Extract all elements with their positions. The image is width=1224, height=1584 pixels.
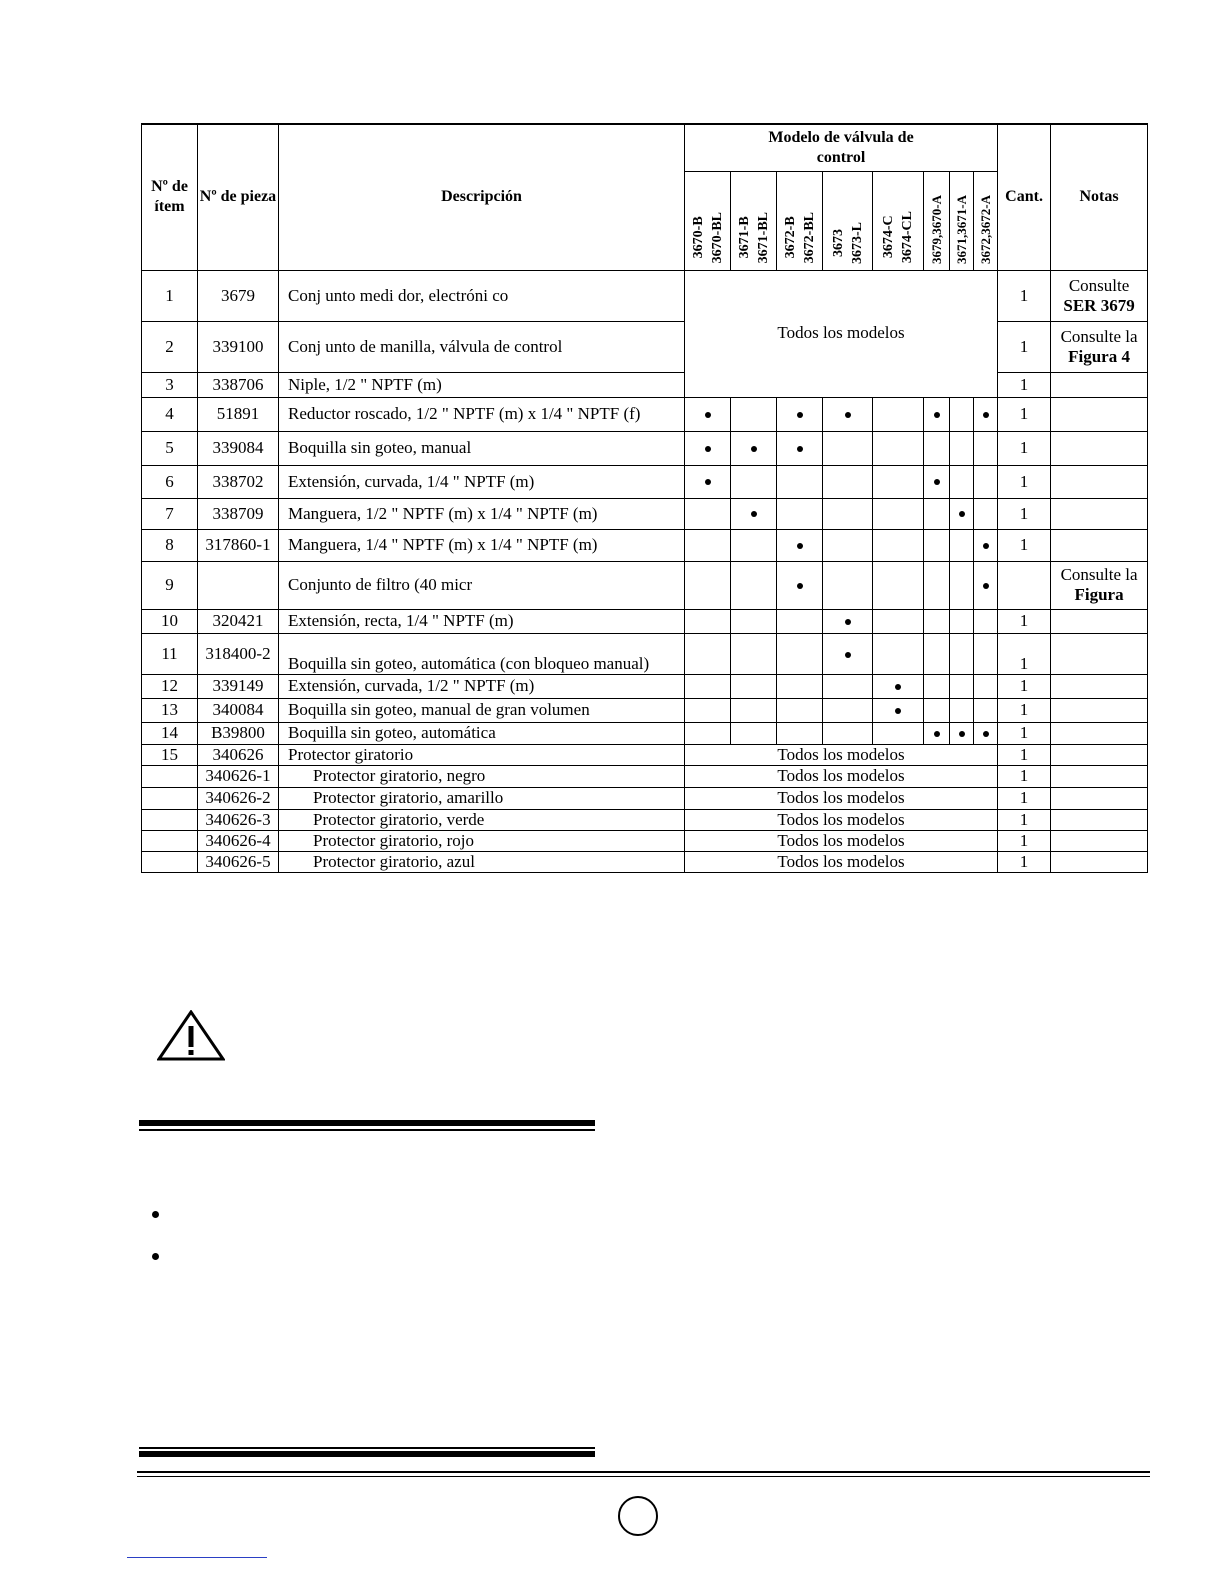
table-row	[142, 372, 1148, 397]
quantity	[998, 561, 1051, 609]
applies-dot-icon	[797, 412, 803, 418]
table-row	[142, 851, 1148, 872]
model-mark-cell	[731, 397, 777, 431]
part-number: 51891	[198, 397, 279, 431]
model-mark-cell	[873, 561, 924, 609]
part-number: B39800	[198, 722, 279, 744]
notes	[1051, 744, 1148, 765]
applies-dot-icon	[959, 731, 965, 737]
model-mark-cell	[685, 722, 731, 744]
model-mark-cell	[731, 609, 777, 633]
model-mark-cell	[685, 397, 731, 431]
part-number: 339149	[198, 674, 279, 698]
applies-dot-icon	[705, 412, 711, 418]
model-mark-cell	[950, 529, 974, 561]
model-mark-cell	[777, 561, 823, 609]
quantity: 1	[998, 809, 1051, 830]
model-mark-cell	[974, 609, 998, 633]
table-row	[142, 809, 1148, 830]
model-mark-cell	[685, 431, 731, 465]
footer-rule	[137, 1471, 1150, 1477]
section-rule-top	[139, 1120, 595, 1131]
description: Boquilla sin goteo, manual	[279, 431, 685, 465]
notes	[1051, 270, 1148, 321]
model-mark-cell	[731, 498, 777, 529]
part-number: 338709	[198, 498, 279, 529]
quantity: 1	[998, 498, 1051, 529]
header-item: Nº de ítem	[142, 124, 198, 270]
item-number	[142, 765, 198, 787]
table-row	[142, 609, 1148, 633]
model-mark-cell	[873, 397, 924, 431]
description: Boquilla sin goteo, automática	[279, 722, 685, 744]
model-mark-cell	[950, 722, 974, 744]
model-mark-cell	[823, 529, 873, 561]
part-number: 340626	[198, 744, 279, 765]
description: Extensión, recta, 1/4 " NPTF (m)	[279, 609, 685, 633]
model-mark-cell	[974, 674, 998, 698]
model-mark-cell	[777, 698, 823, 722]
part-number: 338706	[198, 372, 279, 397]
notes-line: Consulte la	[1060, 565, 1138, 584]
item-number	[142, 830, 198, 851]
notes	[1051, 674, 1148, 698]
model-mark-cell	[924, 674, 950, 698]
model-mark-cell	[873, 674, 924, 698]
part-number: 338702	[198, 465, 279, 498]
quantity: 1	[998, 674, 1051, 698]
table-row	[142, 744, 1148, 765]
notes	[1051, 609, 1148, 633]
model-mark-cell	[685, 498, 731, 529]
model-mark-cell	[731, 561, 777, 609]
model-mark-cell	[873, 498, 924, 529]
model-mark-cell	[823, 674, 873, 698]
parts-table	[141, 123, 1148, 873]
applies-dot-icon	[983, 583, 989, 589]
model-mark-cell	[777, 498, 823, 529]
table-row	[142, 529, 1148, 561]
header-part: Nº de pieza	[198, 124, 279, 270]
model-mark-cell	[731, 529, 777, 561]
notes	[1051, 787, 1148, 809]
model-mark-cell	[873, 698, 924, 722]
quantity: 1	[998, 529, 1051, 561]
model-mark-cell	[777, 431, 823, 465]
part-number: 320421	[198, 609, 279, 633]
quantity: 1	[998, 787, 1051, 809]
item-number: 3	[142, 372, 198, 397]
notes	[1051, 431, 1148, 465]
model-mark-cell	[823, 498, 873, 529]
part-number: 340626-5	[198, 851, 279, 872]
notes-reference: Figura 4	[1068, 346, 1130, 366]
all-models-cell: Todos los modelos	[685, 809, 998, 830]
description: Manguera, 1/4 " NPTF (m) x 1/4 " NPTF (m)	[279, 529, 685, 561]
description: Reductor roscado, 1/2 " NPTF (m) x 1/4 " NPTF (f)	[279, 397, 685, 431]
model-mark-cell	[731, 465, 777, 498]
item-number	[142, 787, 198, 809]
model-mark-cell	[950, 431, 974, 465]
item-number: 14	[142, 722, 198, 744]
description: Conjunto de filtro (40 micr	[279, 561, 685, 609]
model-mark-cell	[731, 698, 777, 722]
part-number: 340084	[198, 698, 279, 722]
model-mark-cell	[777, 609, 823, 633]
table-row	[142, 698, 1148, 722]
model-mark-cell	[974, 397, 998, 431]
applies-dot-icon	[934, 479, 940, 485]
notes	[1051, 321, 1148, 372]
model-label: 3672,3672-A	[978, 194, 994, 264]
quantity: 1	[998, 722, 1051, 744]
model-label: 3674-C 3674-CL	[881, 211, 915, 264]
table-row	[142, 633, 1148, 674]
description: Boquilla sin goteo, automática (con bloqueo manual)	[279, 633, 685, 674]
applies-dot-icon	[705, 479, 711, 485]
table-row	[142, 498, 1148, 529]
model-mark-cell	[924, 498, 950, 529]
model-mark-cell	[777, 633, 823, 674]
table-row	[142, 431, 1148, 465]
applies-dot-icon	[797, 446, 803, 452]
model-mark-cell	[924, 561, 950, 609]
model-mark-cell	[950, 633, 974, 674]
applies-dot-icon	[983, 543, 989, 549]
table-row	[142, 765, 1148, 787]
applies-dot-icon	[959, 511, 965, 517]
model-mark-cell	[823, 698, 873, 722]
part-number: 3679	[198, 270, 279, 321]
description: Boquilla sin goteo, manual de gran volumen	[279, 698, 685, 722]
model-mark-cell	[823, 609, 873, 633]
applies-dot-icon	[983, 731, 989, 737]
description: Extensión, curvada, 1/4 " NPTF (m)	[279, 465, 685, 498]
header-description: Descripción	[279, 124, 685, 270]
description: Protector giratorio	[279, 744, 685, 765]
header-model-7	[950, 171, 974, 270]
item-number: 9	[142, 561, 198, 609]
part-number: 339100	[198, 321, 279, 372]
model-mark-cell	[731, 674, 777, 698]
model-mark-cell	[873, 465, 924, 498]
model-mark-cell	[924, 431, 950, 465]
model-mark-cell	[685, 609, 731, 633]
item-number: 12	[142, 674, 198, 698]
model-mark-cell	[873, 529, 924, 561]
model-mark-cell	[873, 722, 924, 744]
all-models-cell: Todos los modelos	[685, 851, 998, 872]
model-mark-cell	[974, 561, 998, 609]
model-mark-cell	[685, 698, 731, 722]
model-mark-cell	[974, 431, 998, 465]
all-models-cell: Todos los modelos	[685, 270, 998, 397]
description: Protector giratorio, verde	[279, 809, 685, 830]
header-model-2	[731, 171, 777, 270]
model-mark-cell	[777, 674, 823, 698]
table-row	[142, 722, 1148, 744]
model-mark-cell	[950, 698, 974, 722]
quantity: 1	[998, 321, 1051, 372]
description: Conj unto de manilla, válvula de control	[279, 321, 685, 372]
notes	[1051, 498, 1148, 529]
model-mark-cell	[777, 722, 823, 744]
part-number: 339084	[198, 431, 279, 465]
warning-triangle-icon	[157, 1010, 225, 1062]
model-mark-cell	[974, 722, 998, 744]
notes	[1051, 830, 1148, 851]
model-mark-cell	[823, 633, 873, 674]
item-number: 15	[142, 744, 198, 765]
header-model-8	[974, 171, 998, 270]
header-model-5	[873, 171, 924, 270]
table-row	[142, 830, 1148, 851]
notes	[1051, 851, 1148, 872]
table-row	[142, 465, 1148, 498]
notes	[1051, 722, 1148, 744]
section-rule-bottom	[139, 1447, 595, 1457]
item-number: 13	[142, 698, 198, 722]
model-mark-cell	[924, 609, 950, 633]
applies-dot-icon	[845, 619, 851, 625]
notes	[1051, 809, 1148, 830]
table-row	[142, 270, 1148, 321]
header-model-3	[777, 171, 823, 270]
item-number: 2	[142, 321, 198, 372]
all-models-cell: Todos los modelos	[685, 787, 998, 809]
notes	[1051, 633, 1148, 674]
quantity: 1	[998, 270, 1051, 321]
notes	[1051, 765, 1148, 787]
model-mark-cell	[777, 397, 823, 431]
model-mark-cell	[924, 698, 950, 722]
model-mark-cell	[924, 397, 950, 431]
quantity: 1	[998, 372, 1051, 397]
applies-dot-icon	[797, 583, 803, 589]
model-mark-cell	[974, 633, 998, 674]
notes-reference: SER 3679	[1063, 295, 1135, 315]
model-mark-cell	[823, 561, 873, 609]
item-number	[142, 851, 198, 872]
model-mark-cell	[950, 561, 974, 609]
model-mark-cell	[873, 431, 924, 465]
description: Protector giratorio, azul	[279, 851, 685, 872]
table-row	[142, 321, 1148, 372]
header-model-4	[823, 171, 873, 270]
quantity: 1	[998, 851, 1051, 872]
applies-dot-icon	[845, 412, 851, 418]
model-mark-cell	[974, 465, 998, 498]
notes	[1051, 372, 1148, 397]
model-mark-cell	[731, 431, 777, 465]
model-mark-cell	[731, 722, 777, 744]
description: Protector giratorio, negro	[279, 765, 685, 787]
bullet-icon	[152, 1211, 159, 1218]
notes-line: Consulte la	[1060, 326, 1138, 346]
quantity: 1	[998, 830, 1051, 851]
model-mark-cell	[950, 609, 974, 633]
model-label: 3670-B 3670-BL	[690, 212, 725, 264]
quantity: 1	[998, 633, 1051, 674]
model-label: 3672-B 3672-BL	[782, 212, 817, 264]
item-number: 5	[142, 431, 198, 465]
quantity: 1	[998, 698, 1051, 722]
item-number: 11	[142, 633, 198, 674]
quantity: 1	[998, 765, 1051, 787]
page-number-circle-icon	[618, 1496, 658, 1536]
quantity: 1	[998, 397, 1051, 431]
model-mark-cell	[974, 498, 998, 529]
table-row	[142, 397, 1148, 431]
notes	[1051, 529, 1148, 561]
model-mark-cell	[823, 397, 873, 431]
description: Protector giratorio, amarillo	[279, 787, 685, 809]
model-mark-cell	[777, 465, 823, 498]
model-mark-cell	[950, 465, 974, 498]
applies-dot-icon	[895, 684, 901, 690]
item-number: 1	[142, 270, 198, 321]
applies-dot-icon	[797, 543, 803, 549]
item-number: 4	[142, 397, 198, 431]
applies-dot-icon	[751, 511, 757, 517]
model-mark-cell	[823, 431, 873, 465]
model-mark-cell	[924, 529, 950, 561]
header-notes: Notas	[1051, 124, 1148, 270]
header-qty: Cant.	[998, 124, 1051, 270]
model-mark-cell	[950, 397, 974, 431]
bullet-icon	[152, 1253, 159, 1260]
quantity: 1	[998, 609, 1051, 633]
all-models-cell: Todos los modelos	[685, 830, 998, 851]
model-label: 3671,3671-A	[954, 194, 969, 264]
part-number: 340626-4	[198, 830, 279, 851]
quantity: 1	[998, 744, 1051, 765]
notes	[1051, 698, 1148, 722]
model-mark-cell	[685, 561, 731, 609]
part-number	[198, 561, 279, 609]
model-mark-cell	[950, 498, 974, 529]
model-mark-cell	[924, 722, 950, 744]
part-number: 318400-2	[198, 633, 279, 674]
item-number: 6	[142, 465, 198, 498]
header-model-6	[924, 171, 950, 270]
model-mark-cell	[873, 633, 924, 674]
description: Extensión, curvada, 1/2 " NPTF (m)	[279, 674, 685, 698]
notes	[1051, 397, 1148, 431]
all-models-cell: Todos los modelos	[685, 744, 998, 765]
description: Niple, 1/2 " NPTF (m)	[279, 372, 685, 397]
item-number	[142, 809, 198, 830]
notes-reference: Figura	[1074, 585, 1124, 604]
model-mark-cell	[924, 633, 950, 674]
model-mark-cell	[974, 698, 998, 722]
part-number: 340626-2	[198, 787, 279, 809]
model-mark-cell	[823, 465, 873, 498]
model-mark-cell	[731, 633, 777, 674]
applies-dot-icon	[934, 412, 940, 418]
model-mark-cell	[924, 465, 950, 498]
model-mark-cell	[873, 609, 924, 633]
description: Conj unto medi dor, electróni co	[279, 270, 685, 321]
applies-dot-icon	[705, 446, 711, 452]
item-number: 8	[142, 529, 198, 561]
model-mark-cell	[685, 633, 731, 674]
link-underline	[127, 1557, 267, 1558]
notes-line: Consulte	[1068, 275, 1130, 295]
quantity: 1	[998, 431, 1051, 465]
model-mark-cell	[777, 529, 823, 561]
applies-dot-icon	[983, 412, 989, 418]
applies-dot-icon	[845, 652, 851, 658]
table-row	[142, 674, 1148, 698]
part-number: 317860-1	[198, 529, 279, 561]
part-number: 340626-1	[198, 765, 279, 787]
item-number: 10	[142, 609, 198, 633]
header-model-group: Modelo de válvula de control	[685, 124, 998, 171]
model-mark-cell	[974, 529, 998, 561]
all-models-cell: Todos los modelos	[685, 765, 998, 787]
applies-dot-icon	[934, 731, 940, 737]
header-model-1	[685, 171, 731, 270]
model-mark-cell	[685, 465, 731, 498]
part-number: 340626-3	[198, 809, 279, 830]
model-mark-cell	[823, 722, 873, 744]
model-label: 3671-B 3671-BL	[736, 212, 771, 264]
quantity: 1	[998, 465, 1051, 498]
table-row	[142, 561, 1148, 609]
model-mark-cell	[685, 674, 731, 698]
table-row	[142, 787, 1148, 809]
item-number: 7	[142, 498, 198, 529]
description: Protector giratorio, rojo	[279, 830, 685, 851]
description: Manguera, 1/2 " NPTF (m) x 1/4 " NPTF (m)	[279, 498, 685, 529]
applies-dot-icon	[751, 446, 757, 452]
model-mark-cell	[950, 674, 974, 698]
model-label: 3679,3670-A	[929, 194, 944, 264]
notes	[1051, 465, 1148, 498]
notes	[1051, 561, 1148, 609]
model-label: 3673 3673-L	[830, 221, 865, 264]
applies-dot-icon	[895, 708, 901, 714]
model-mark-cell	[685, 529, 731, 561]
